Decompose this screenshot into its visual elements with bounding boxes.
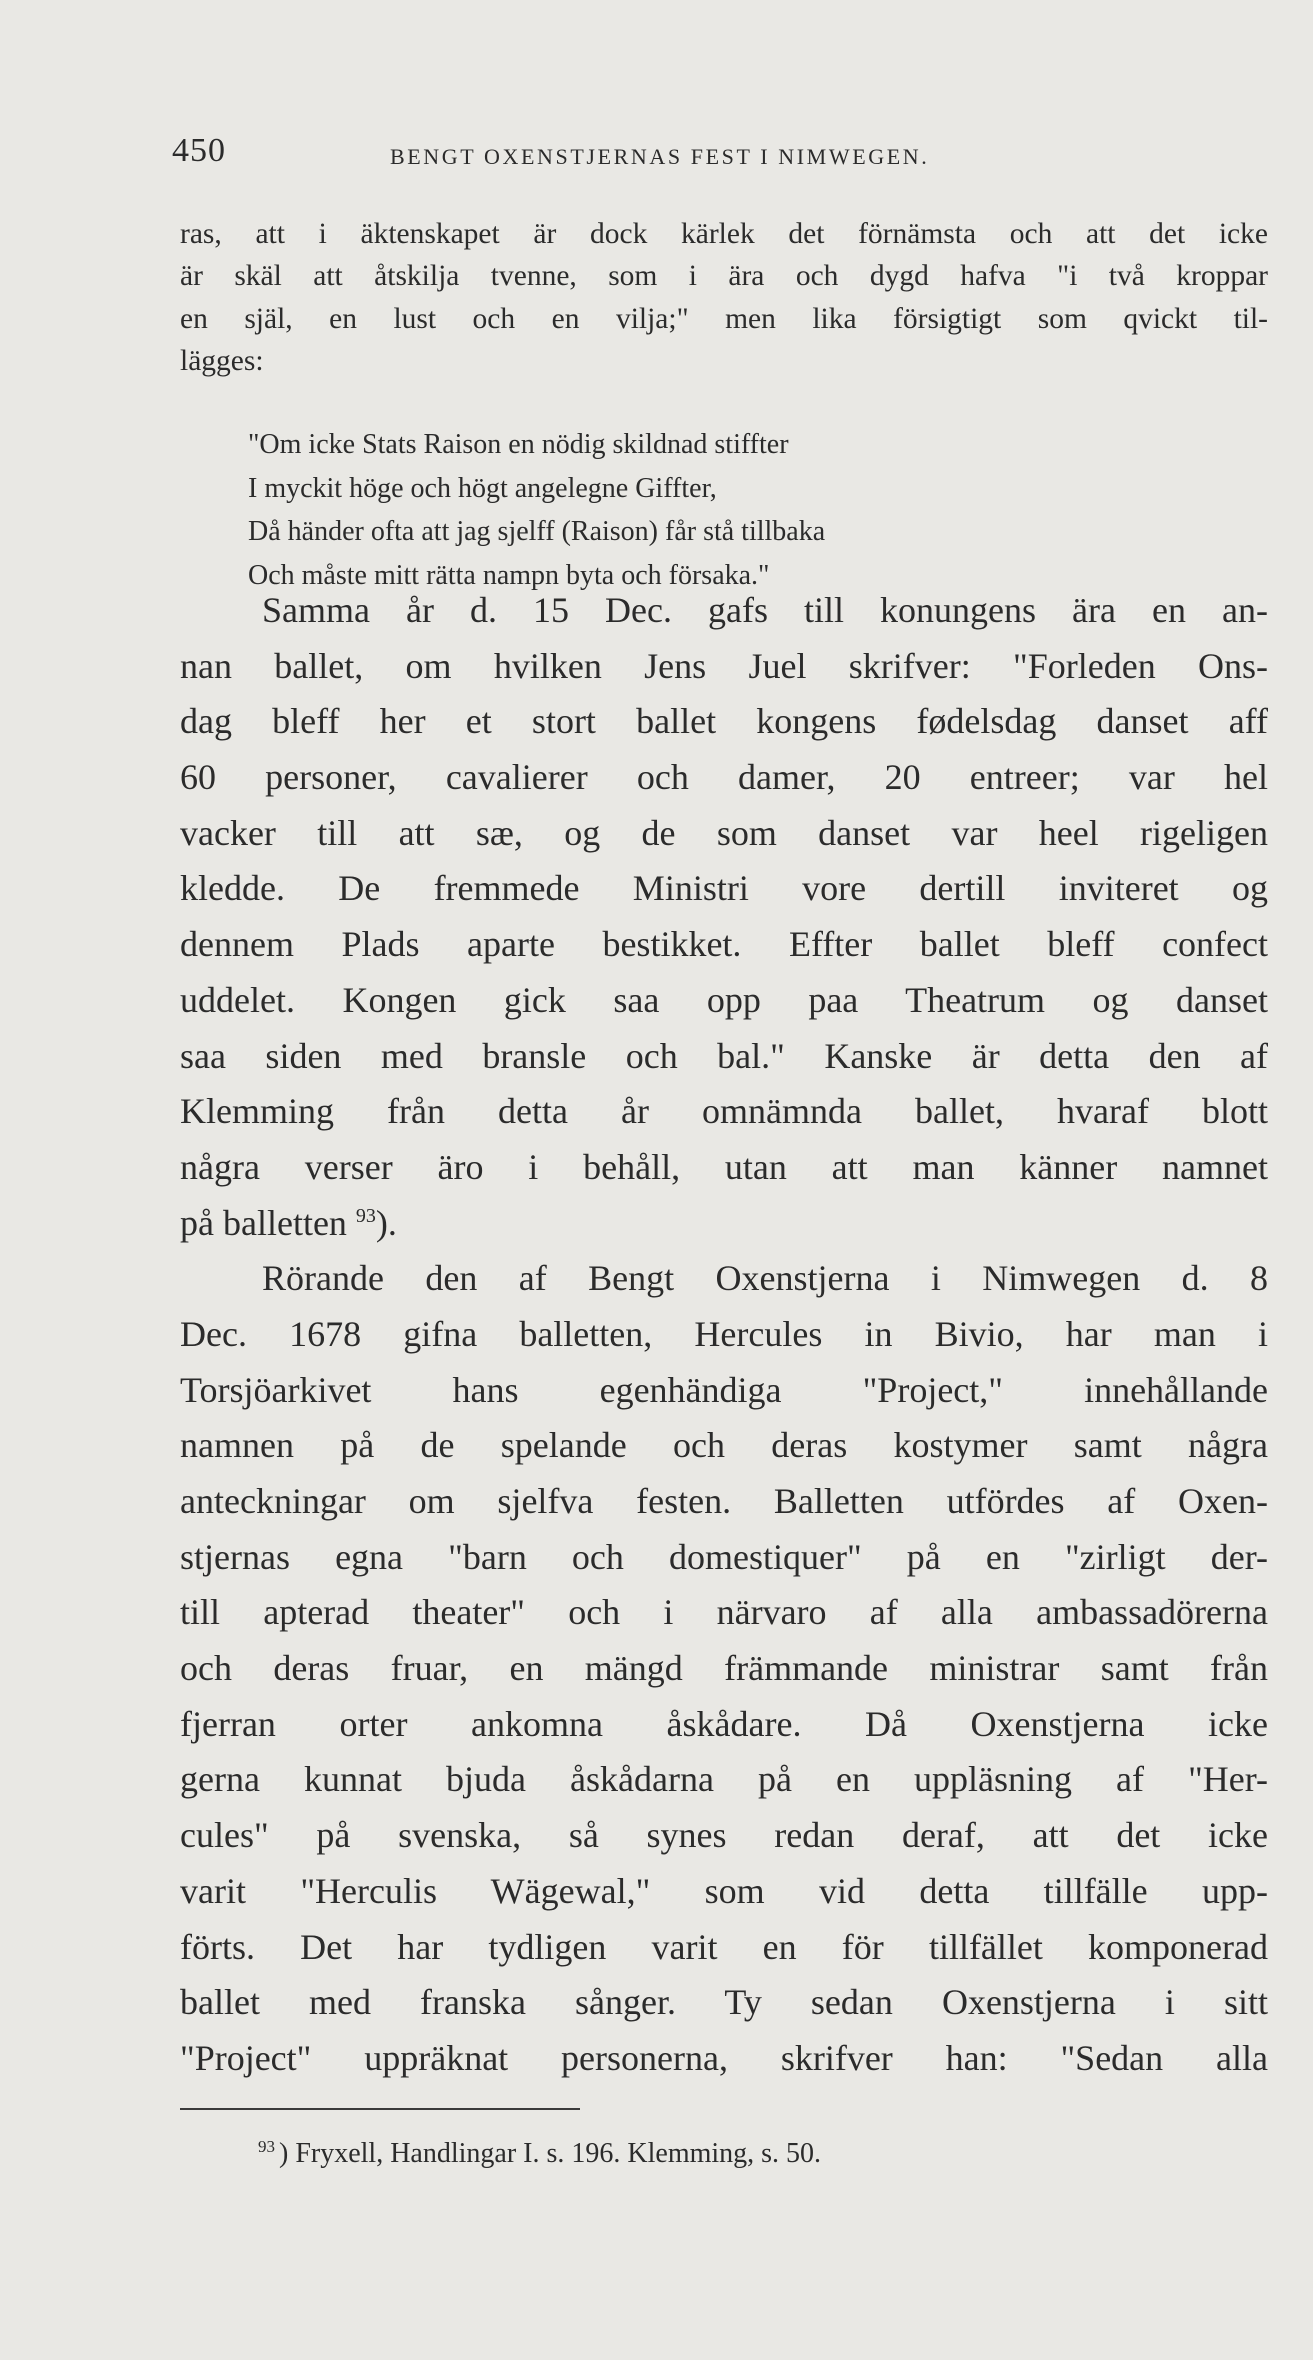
footnote-text: ) Fryxell, Handlingar I. s. 196. Klemming, s. 50. [279,2138,822,2169]
text-line: Torsjöarkivet hans egenhändiga "Project," innehållande [180,1369,1268,1410]
text-line: lägges: [180,345,264,378]
page-number: 450 [172,132,226,169]
text-line: Klemming från detta år omnämnda ballet, hvaraf blott [180,1091,1268,1132]
text-line: och deras fruar, en mängd främmande ministrar samt från [180,1648,1268,1689]
text-line: nan ballet, om hvilken Jens Juel skrifver: "Forleden Ons- [180,645,1268,686]
footnote [258,2138,821,2170]
text-line: "Project" uppräknat personerna, skrifver han: "Sedan alla [180,2037,1268,2078]
text-line: varit "Herculis Wägewal," som vid detta tillfälle upp- [180,1870,1268,1911]
running-head [172,132,1132,182]
text-line: anteckningar om sjelfva festen. Balletten utfördes af Oxen- [180,1481,1268,1521]
text-line: till apterad theater" och i närvaro af alla ambassadörerna [180,1592,1268,1633]
text-fragment: ). [375,1202,397,1243]
footnote-divider [180,2108,580,2110]
text-line: fjerran orter ankomna åskådare. Då Oxenstjerna icke [180,1703,1268,1744]
intro-paragraph [180,213,1268,383]
text-line: dennem Plads aparte bestikket. Effter ballet bleff confect [180,924,1268,965]
text-line: gerna kunnat bjuda åskådarna på en uppläsning af "Her- [180,1759,1268,1800]
verse-line: Och måste mitt rätta nampn byta och försaka." [248,559,770,591]
verse-line: I myckit höge och högt angelegne Giffter, [248,472,717,504]
text-line: 60 personer, cavalierer och damer, 20 entreer; var hel [180,757,1268,798]
footnote-number: 93 [258,2136,275,2156]
quoted-verse [248,423,1148,597]
text-line: Dec. 1678 gifna balletten, Hercules in Bivio, har man i [180,1313,1268,1354]
text-line: ballet med franska sånger. Ty sedan Oxenstjerna i sitt [180,1982,1268,2023]
text-fragment: på balletten [180,1202,347,1243]
text-line: Samma år d. 15 Dec. gafs till konungens ära en an- [262,590,1268,630]
text-line: Rörande den af Bengt Oxenstjerna i Nimwegen d. 8 [262,1258,1268,1299]
text-line: stjernas egna "barn och domestiquer" på en "zirligt der- [180,1536,1268,1577]
text-line: är skäl att åtskilja tvenne, som i ära och dygd hafva "i två kroppar [180,260,1268,293]
footnote-marker: 93 [355,1204,376,1227]
verse-line: "Om icke Stats Raison en nödig skildnad stiffter [248,429,789,460]
text-line-with-footnote [180,1196,1268,1252]
text-line: saa siden med bransle och bal." Kanske är detta den af [180,1035,1268,1076]
running-title: BENGT OXENSTJERNAS FEST I NIMWEGEN. [390,144,930,169]
text-line: några verser äro i behåll, utan att man känner namnet [180,1146,1268,1187]
text-line: ras, att i äktenskapet är dock kärlek det förnämsta och att det icke [180,218,1268,250]
text-line: cules" på svenska, så synes redan deraf, att det icke [180,1815,1268,1856]
text-line: vacker till att sæ, og de som danset var heel rigeligen [180,812,1268,853]
main-text [180,583,1268,2087]
text-line: kledde. De fremmede Ministri vore dertill inviteret og [180,868,1268,909]
text-line: förts. Det har tydligen varit en för tillfället komponerad [180,1926,1268,1967]
verse-line: Då händer ofta att jag sjelff (Raison) får stå tillbaka [248,516,826,547]
text-line: en själ, en lust och en vilja;" men lika försigtigt som qvickt til- [180,302,1268,335]
text-line: namnen på de spelande och deras kostymer samt några [180,1425,1268,1466]
text-line: uddelet. Kongen gick saa opp paa Theatrum og danset [180,979,1268,1020]
text-line: dag bleff her et stort ballet kongens fødelsdag danset aff [180,701,1268,742]
